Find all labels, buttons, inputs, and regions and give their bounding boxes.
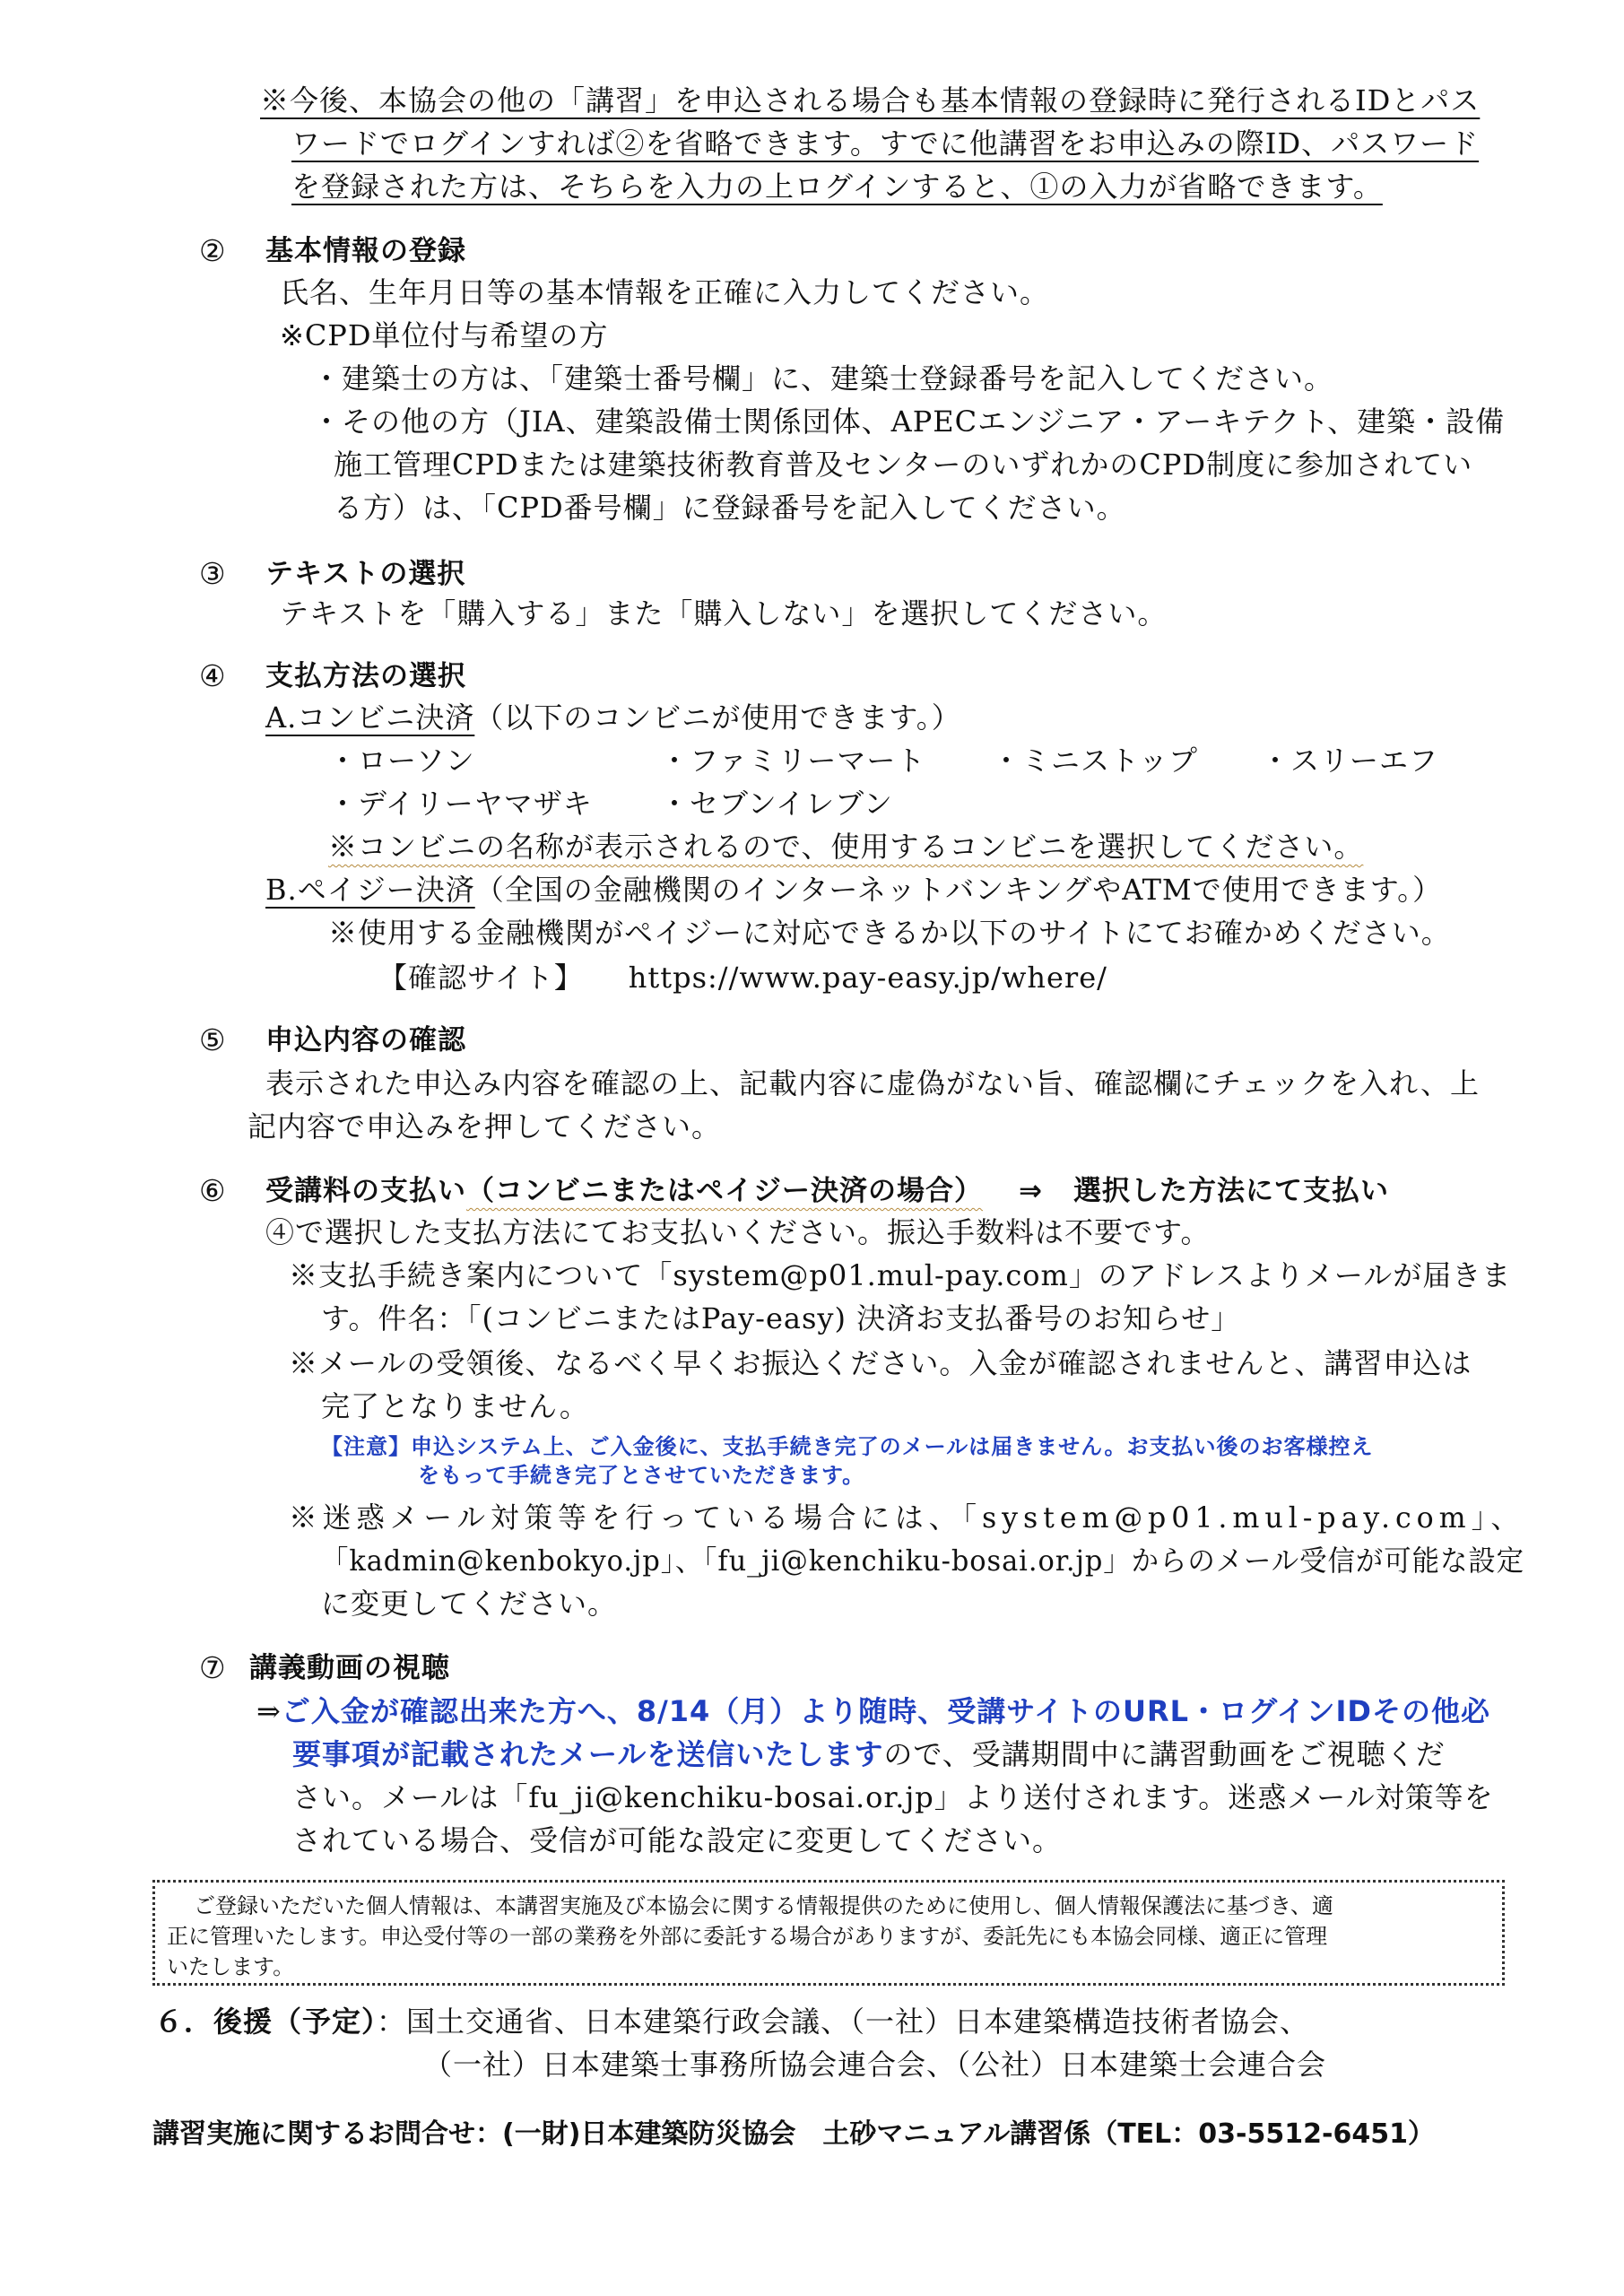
section-7-line-1 — [256, 1693, 1490, 1729]
section-6-line-1: ④で選択した支払方法にてお支払いください。振込手数料は不要です。 — [265, 1215, 1211, 1249]
section-2-line-6: る方）は、「CPD番号欄」に登録番号を記入してください。 — [334, 491, 1126, 525]
convenience-store-label: A.コンビニ決済 — [265, 700, 475, 735]
payeasy-payment — [265, 872, 1442, 908]
support-orgs-2: （一社）日本建築士事務所協会連合会、（公社）日本建築士会連合会 — [423, 2048, 1327, 2082]
intro-line-1: ※今後、本協会の他の「講習」を申込される場合も基本情報の登録時に発行されるIDとパス — [260, 83, 1481, 117]
store-three-f: ・スリーエフ — [1261, 744, 1439, 778]
section-7-blue-1: ご入金が確認出来た方へ、8/14（月）より随時、受講サイトのURL・ログインIDその他必 — [281, 1694, 1490, 1728]
section-6-line-4: ※メールの受領後、なるべく早くお振込ください。入金が確認されませんと、講習申込は — [289, 1346, 1472, 1380]
support-label: ６．後援（予定） — [154, 2005, 378, 2039]
section-6-line-8: に変更してください。 — [321, 1587, 618, 1621]
section-6-title-b: （コンビニまたはペイジー決済の場合） — [466, 1175, 983, 1207]
section-7-title: 講義動画の視聴 — [249, 1652, 450, 1684]
support-line-1 — [154, 2004, 1309, 2039]
store-seven-eleven: ・セブンイレブン — [660, 787, 893, 821]
payeasy-label: B.ペイジー決済 — [265, 873, 475, 907]
section-5-line-1: 表示された申込み内容を確認の上、記載内容に虚偽がない旨、確認欄にチェックを入れ、上 — [265, 1066, 1480, 1100]
section-6-line-7: 「kadmin@kenbokyo.jp」、「fu_ji@kenchiku-bosai.or.jp」からのメール受信が可能な設定 — [321, 1544, 1525, 1578]
section-5-number: ⑤ — [199, 1022, 226, 1057]
convenience-store-note: ※コンビニの名称が表示されるので、使用するコンビニを選択してください。 — [328, 830, 1364, 864]
section-6-line-3: す。件名：「(コンビニまたはPay-easy) 決済お支払番号のお知らせ」 — [321, 1301, 1241, 1335]
section-3-title: テキストの選択 — [265, 558, 466, 590]
confirm-site-row — [378, 960, 1107, 996]
section-2-number: ② — [199, 233, 226, 268]
store-familymart: ・ファミリーマート — [660, 744, 926, 778]
section-6-arrow: ⇒ — [1019, 1175, 1043, 1207]
privacy-line-2: 正に管理いたします。申込受付等の一部の業務を外部に委託する場合がありますが、委託先にも本協会同様、適正に管理 — [167, 1924, 1328, 1949]
support-orgs-1: 国土交通省、日本建築行政会議、（一社）日本建築構造技術者協会、 — [406, 2005, 1310, 2039]
section-2-line-3: ・建築士の方は、「建築士番号欄」に、建築士登録番号を記入してください。 — [312, 361, 1334, 396]
convenience-store-payment — [265, 700, 961, 735]
section-7-rest-2: ので、受講期間中に講習動画をご視聴くだ — [883, 1737, 1446, 1771]
section-7-line-4: されている場合、受信が可能な設定に変更してください。 — [292, 1823, 1063, 1857]
payeasy-desc: （全国の金融機関のインターネットバンキングやATMで使用できます。） — [474, 873, 1443, 907]
section-7-arrow: ⇒ — [256, 1694, 282, 1728]
section-7-blue-2: 要事項が記載されたメールを送信いたします — [292, 1737, 884, 1771]
section-4-title: 支払方法の選択 — [265, 660, 466, 692]
section-6-line-6: ※迷惑メール対策等を行っている場合には、「system@p01.mul-pay.com」、 — [289, 1500, 1525, 1535]
section-7-number: ⑦ — [199, 1650, 226, 1685]
store-lawson: ・ローソン — [328, 744, 475, 778]
store-daily-yamazaki: ・デイリーヤマザキ — [328, 787, 593, 821]
privacy-line-3: いたします。 — [167, 1954, 295, 1979]
contact-line: 講習実施に関するお問合せ：(一財)日本建築防災協会 土砂マニュアル講習係（TEL：03-5512-6451） — [152, 2118, 1435, 2150]
section-2-title: 基本情報の登録 — [265, 235, 466, 267]
payeasy-note: ※使用する金融機関がペイジーに対応できるか以下のサイトにてお確かめください。 — [328, 916, 1451, 950]
confirm-site-url[interactable]: https://www.pay-easy.jp/where/ — [628, 961, 1107, 995]
caution-line-2: をもって手続き完了とさせていただきます。 — [418, 1463, 865, 1488]
convenience-store-desc: （以下のコンビニが使用できます。） — [474, 700, 961, 735]
section-6-line-5: 完了となりません。 — [321, 1389, 589, 1423]
section-2-line-5: 施工管理CPDまたは建築技術教育普及センターのいずれかのCPD制度に参加されてい — [334, 448, 1473, 482]
section-2-line-2: ※CPD単位付与希望の方 — [280, 318, 609, 352]
section-7-line-2 — [292, 1736, 1446, 1772]
support-colon: ： — [377, 2005, 407, 2039]
section-6-number: ⑥ — [199, 1173, 226, 1208]
section-5-line-2: 記内容で申込みを押してください。 — [248, 1109, 722, 1144]
intro-line-3: を登録された方は、そちらを入力の上ログインすると、①の入力が省略できます。 — [291, 170, 1383, 204]
section-3-number: ③ — [199, 556, 226, 591]
intro-line-2: ワードでログインすれば②を省略できます。すでに他講習をお申込みの際ID、パスワード — [291, 126, 1480, 161]
section-6-line-2: ※支払手続き案内について「system@p01.mul-pay.com」のアドレスよりメールが届きま — [289, 1258, 1512, 1292]
section-6-title-a: 受講料の支払い — [265, 1175, 466, 1207]
section-6-title — [265, 1173, 1389, 1209]
caution-line-1: 【注意】申込システム上、ご入金後に、支払手続き完了のメールは届きません。お支払い後のお客様控え — [321, 1434, 1374, 1459]
store-ministop: ・ミニストップ — [992, 744, 1199, 778]
section-2-line-1: 氏名、生年月日等の基本情報を正確に入力してください。 — [280, 275, 1050, 309]
confirm-site-label: 【確認サイト】 — [378, 961, 584, 995]
section-3-line-1: テキストを「購入する」また「購入しない」を選択してください。 — [280, 596, 1168, 631]
section-4-number: ④ — [199, 658, 226, 693]
section-2-line-4: ・その他の方（JIA、建築設備士関係団体、APECエンジニア・アーキテクト、建築・設備 — [312, 404, 1506, 439]
section-7-line-3: さい。メールは「fu_ji@kenchiku-bosai.or.jp」より送付されます。迷惑メール対策等を — [292, 1780, 1494, 1814]
section-5-title: 申込内容の確認 — [265, 1024, 466, 1057]
privacy-line-1: ご登録いただいた個人情報は、本講習実施及び本協会に関する情報提供のために使用し、個人情報保護法に基づき、適 — [194, 1893, 1334, 1918]
section-6-title-c: 選択した方法にて支払い — [1073, 1175, 1389, 1207]
